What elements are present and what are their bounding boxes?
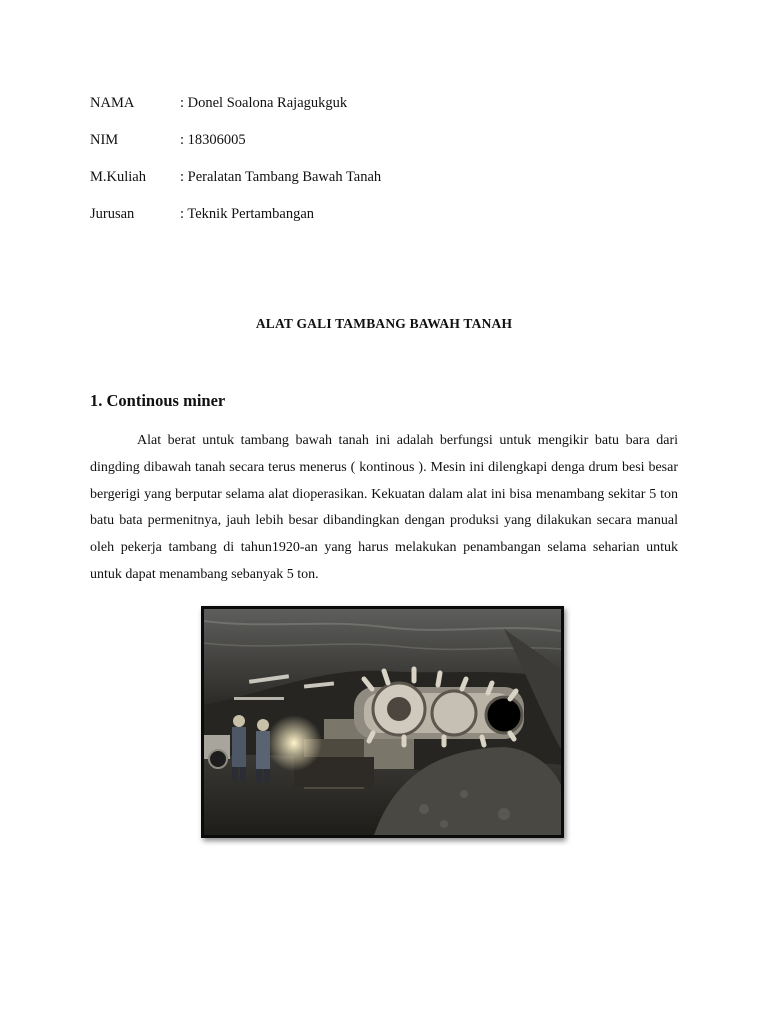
meta-label: NAMA <box>90 95 135 111</box>
section-paragraph: Alat berat untuk tambang bawah tanah ini adalah berfungsi untuk mengikir batu bara dari dingding dibawah tanah secara terus menerus ( kontinous ). Mesin ini dilengkapi denga drum besi besar bergerigi yang berputar selama alat dioperasikan. Kekuatan dalam alat ini bisa menambang sekitar 5 ton batu bata permenitnya, jauh lebih besar dibandingkan dengan produksi yang dilakukan secara manual oleh pekerja tambang di tahun1920-an yang harus melakukan penambangan selama seharian untuk untuk dapat menambang sebanyak 5 ton. <box>90 433 678 582</box>
meta-label: Jurusan <box>90 206 135 222</box>
document-title: ALAT GALI TAMBANG BAWAH TANAH <box>255 316 513 331</box>
meta-value: : Donel Soalona Rajagukguk <box>180 95 348 111</box>
continuous-miner-photo <box>201 606 564 838</box>
meta-label: NIM <box>90 132 119 148</box>
meta-label: M.Kuliah <box>90 169 146 185</box>
meta-value: : 18306005 <box>180 132 246 148</box>
section-heading: 1. Continous miner <box>90 391 226 410</box>
meta-value: : Peralatan Tambang Bawah Tanah <box>180 169 382 185</box>
mine-scene-illustration <box>204 609 561 835</box>
meta-value: : Teknik Pertambangan <box>180 206 315 222</box>
